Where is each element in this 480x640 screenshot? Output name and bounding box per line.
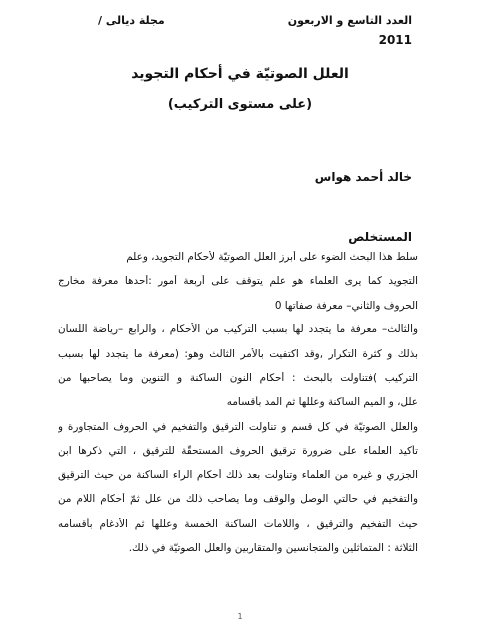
abstract-line: الثلاثة : المتماثلين والمتجانسين والمتقاربين والعلل الصوتيّة في ذلك.: [128, 542, 418, 554]
abstract-line: والتفخيم في حالتي الوصل والوقف وما يصاحب ذلك من علل ثمّ أحكام اللام من: [58, 493, 418, 505]
abstract-line: التركيب )فتناولت بالبحث : أحكام النون الساكنة و التنوين وما يصاحبها من: [58, 372, 418, 384]
abstract-heading: المستخلص: [348, 230, 412, 244]
abstract-line: التجويد كما يرى العلماء هو علم يتوقف على أربعة أمور :أحدها معرفة مخارج: [58, 275, 418, 287]
abstract-line: سلط هذا البحث الضوء على أبرز العلل الصوتيّة لأحكام التجويد، وعلم: [126, 251, 418, 263]
page-subtitle: (على مستوى التركيب): [167, 97, 313, 112]
abstract-line: والعلل الصوتيّة في كل قسم و تناولت الترقيق والتفخيم في الحروف المتجاورة و: [58, 421, 418, 433]
page-number: 1: [237, 612, 243, 621]
abstract-line: حيث التفخيم والترقيق ، واللامات الساكنة الخمسة وعللها ثم الأدغام بأقسامه: [58, 518, 418, 530]
abstract-line: تأكيد العلماء على ضرورة ترقيق الحروف المستحقّة للترقيق ، التي ذكرها ابن: [58, 445, 418, 457]
abstract-line: الحروف والثاني– معرفة صفاتها 0: [274, 300, 418, 312]
abstract-line: بذلك و كثرة التكرار ,وقد اكتفيت بالأمر الثالث وهو: (معرفة ما يتجدد لها بسبب: [58, 348, 418, 360]
author-name: خالد أحمد هواس: [314, 170, 412, 184]
header-journal: مجلة ديالى /: [98, 14, 165, 27]
abstract-line: الجزري و غيره من العلماء وتناولت بعد ذلك أحكام الراء الساكنة من حيث الترقيق: [58, 469, 418, 481]
page-title: العلل الصوتيّة في أحكام التجويد: [131, 66, 349, 82]
abstract-line: والثالث– معرفة ما يتجدد لها بسبب التركيب من الأحكام ، والرابع –رياضة اللسان: [58, 323, 418, 335]
header-issue: العدد التاسع و الاربعون: [287, 14, 412, 27]
header-year: 2011: [378, 33, 412, 47]
abstract-line: علل، و الميم الساكنة وعللها ثم المد بأقسامه: [226, 396, 418, 408]
